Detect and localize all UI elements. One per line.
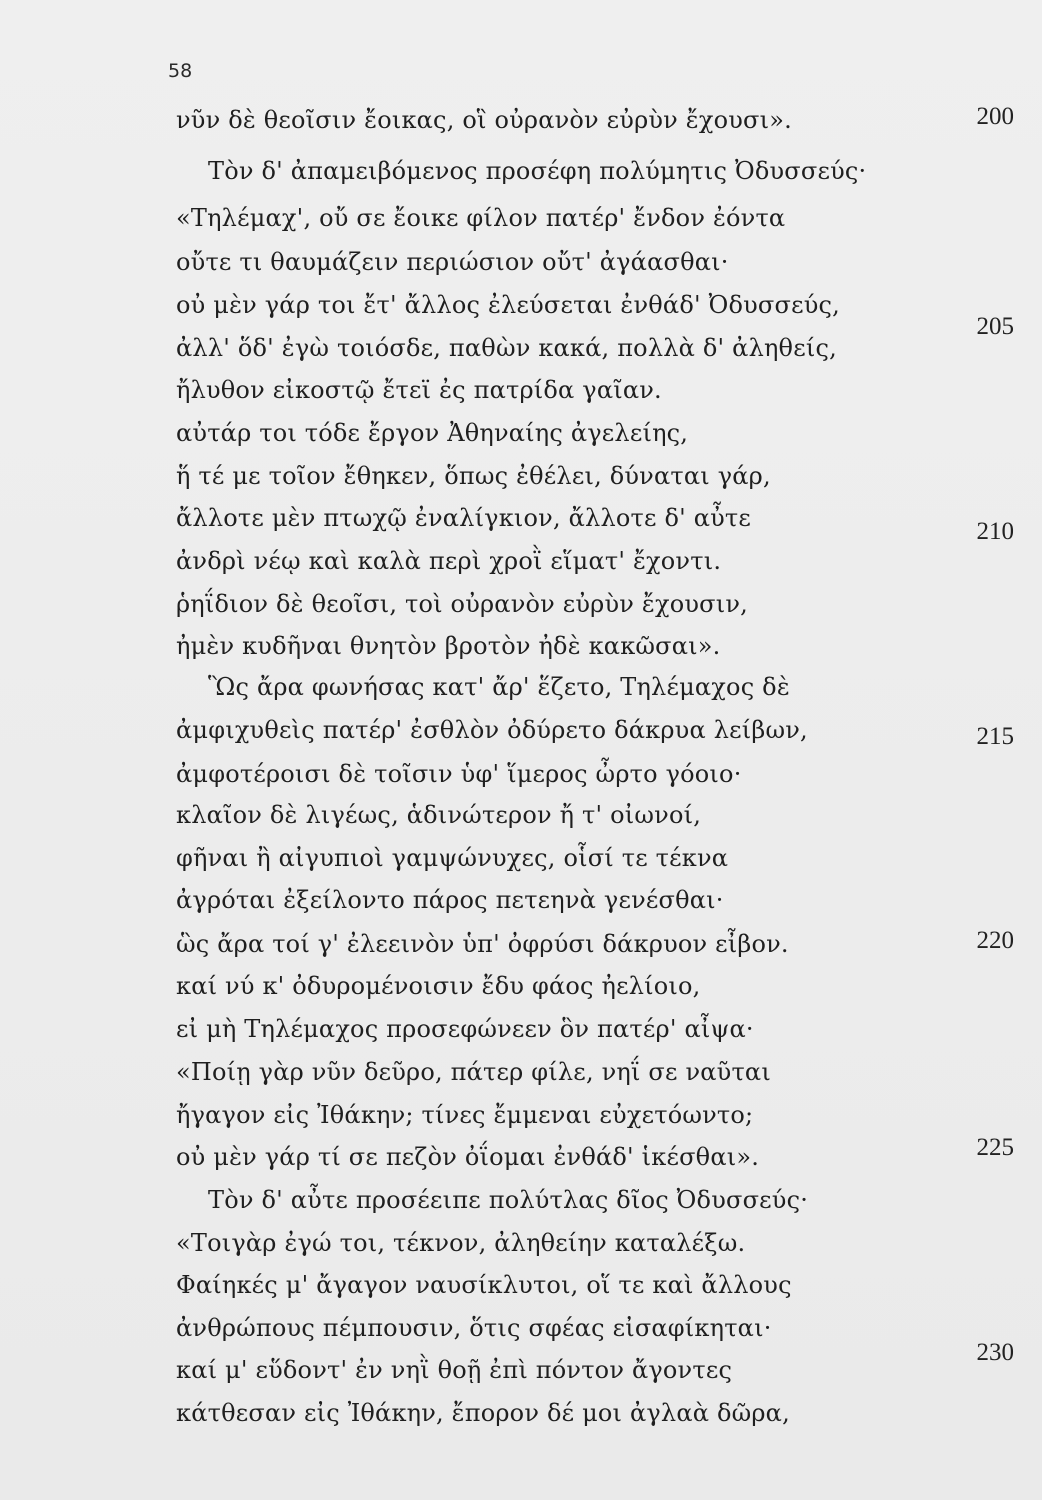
verse-line: αὐτάρ τοι τόδε ἔργον Ἀθηναίης ἀγελείης, <box>176 419 689 447</box>
page-number: 58 <box>168 60 193 82</box>
verse-line: ἀμφοτέροισι δὲ τοῖσιν ὑφ' ἵμερος ὦρτο γόοιο· <box>176 760 742 788</box>
verse-line: καί νύ κ' ὀδυρομένοισιν ἔδυ φάος ἠελίοιο, <box>176 972 701 1000</box>
verse-line: κάτθεσαν εἰς Ἰθάκην, ἔπορον δέ μοι ἀγλαὰ δῶρα, <box>176 1399 790 1427</box>
verse-line: «Τοιγὰρ ἐγώ τοι, τέκνον, ἀληθείην καταλέξω. <box>176 1229 746 1257</box>
verse-line: ἀνδρὶ νέῳ καὶ καλὰ περὶ χροῒ εἵματ' ἔχοντι. <box>176 547 722 575</box>
verse-line: νῦν δὲ θεοῖσιν ἔοικας, οἳ οὐρανὸν εὐρὺν ἔχουσι». <box>176 106 792 134</box>
verse-line: οὔτε τι θαυμάζειν περιώσιον οὔτ' ἀγάασθαι· <box>176 248 729 276</box>
line-number: 200 <box>976 103 1014 130</box>
line-number: 215 <box>976 723 1014 750</box>
verse-line: ἀγρόται ἐξείλοντο πάρος πετεηνὰ γενέσθαι· <box>176 886 724 914</box>
line-number: 225 <box>976 1134 1014 1161</box>
verse-line: ῥηΐδιον δὲ θεοῖσι, τοὶ οὐρανὸν εὐρὺν ἔχουσιν, <box>176 590 748 618</box>
verse-line: φῆναι ἢ αἰγυπιοὶ γαμψώνυχες, οἷσί τε τέκνα <box>176 844 729 872</box>
verse-line: ἥ τέ με τοῖον ἔθηκεν, ὅπως ἐθέλει, δύναται γάρ, <box>176 462 771 490</box>
line-number: 210 <box>976 518 1014 545</box>
verse-line: εἰ μὴ Τηλέμαχος προσεφώνεεν ὃν πατέρ' αἶψα· <box>176 1015 754 1043</box>
verse-line: ὣς ἄρα τοί γ' ἐλεεινὸν ὑπ' ὀφρύσι δάκρυον εἶβον. <box>176 930 789 958</box>
verse-line: «Ποίῃ γὰρ νῦν δεῦρο, πάτερ φίλε, νηΐ σε ναῦται <box>176 1058 771 1086</box>
verse-line: Ὣς ἄρα φωνήσας κατ' ἄρ' ἕζετο, Τηλέμαχος δὲ <box>208 673 790 701</box>
verse-line: οὐ μὲν γάρ τοι ἔτ' ἄλλος ἐλεύσεται ἐνθάδ' Ὀδυσσεύς, <box>176 291 840 319</box>
line-number: 230 <box>976 1339 1014 1366</box>
verse-line: ἤλυθον εἰκοστῷ ἔτεϊ ἐς πατρίδα γαῖαν. <box>176 376 662 404</box>
verse-line: Τὸν δ' αὖτε προσέειπε πολύτλας δῖος Ὀδυσσεύς· <box>208 1186 809 1214</box>
verse-line: ἀλλ' ὅδ' ἐγὼ τοιόσδε, παθὼν κακά, πολλὰ δ' ἀληθείς, <box>176 334 837 362</box>
verse-line: οὐ μὲν γάρ τί σε πεζὸν ὀΐομαι ἐνθάδ' ἱκέσθαι». <box>176 1143 760 1171</box>
verse-line: ἀμφιχυθεὶς πατέρ' ἐσθλὸν ὀδύρετο δάκρυα λείβων, <box>176 716 808 744</box>
verse-line: ἄλλοτε μὲν πτωχῷ ἐναλίγκιον, ἄλλοτε δ' αὖτε <box>176 504 752 532</box>
verse-line: Τὸν δ' ἀπαμειβόμενος προσέφη πολύμητις Ὀδυσσεύς· <box>208 157 867 185</box>
verse-line: κλαῖον δὲ λιγέως, ἁδινώτερον ἤ τ' οἰωνοί, <box>176 801 702 829</box>
line-number: 220 <box>976 927 1014 954</box>
line-number: 205 <box>976 313 1014 340</box>
verse-line: ἠμὲν κυδῆναι θνητὸν βροτὸν ἠδὲ κακῶσαι». <box>176 632 721 660</box>
verse-line: Φαίηκές μ' ἄγαγον ναυσίκλυτοι, οἵ τε καὶ ἄλλους <box>176 1271 792 1299</box>
verse-line: ἤγαγον εἰς Ἰθάκην; τίνες ἔμμεναι εὐχετόωντο; <box>176 1101 754 1129</box>
verse-line: καί μ' εὕδοντ' ἐν νηῒ θοῇ ἐπὶ πόντον ἄγοντες <box>176 1356 733 1384</box>
verse-line: ἀνθρώπους πέμπουσιν, ὅτις σφέας εἰσαφίκηται· <box>176 1314 772 1342</box>
verse-line: «Τηλέμαχ', οὔ σε ἔοικε φίλον πατέρ' ἔνδον ἐόντα <box>176 204 786 232</box>
